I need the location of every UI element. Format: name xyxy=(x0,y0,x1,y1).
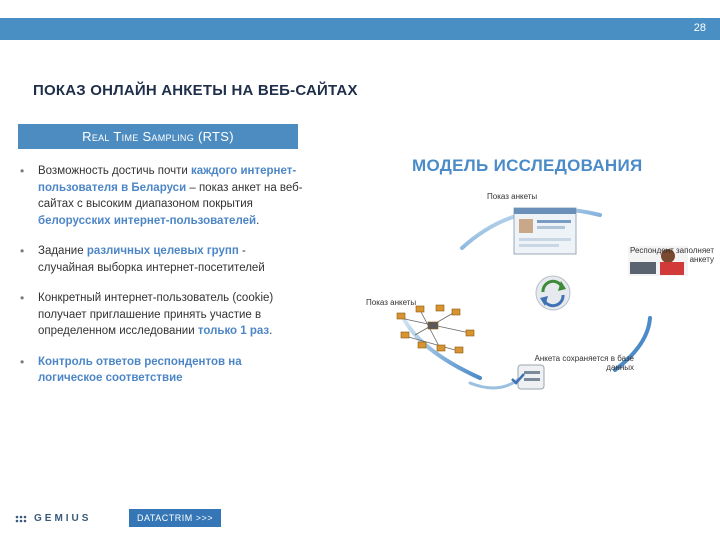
bullet-highlight: различных целевых групп xyxy=(86,245,239,257)
partner-logo: DATACTRIM >>> xyxy=(129,509,221,527)
slide-title: ПОКАЗ ОНЛАЙН АНКЕТЫ НА ВЕБ-САЙТАХ xyxy=(33,82,358,99)
rts-label: Real Time Sampling (RTS) xyxy=(82,129,234,144)
bullet-highlight: белорусских интернет-пользователей xyxy=(38,214,257,227)
bullet-text: . xyxy=(256,214,260,227)
bullet-text: Задание xyxy=(38,245,87,257)
bullet-text: Конкретный интернет-пользователь (cookie) получает приглашение принять участие в определенном исследовании xyxy=(38,292,274,337)
bullet-highlight: каждого интернет-пользователя в Беларуси xyxy=(38,165,297,194)
survey-window-icon xyxy=(514,208,576,254)
bullet-text: . xyxy=(269,325,273,337)
gemius-dots-icon xyxy=(14,514,34,526)
page-number: 28 xyxy=(693,22,706,34)
label-show-survey-top: Показ анкеты xyxy=(487,192,538,201)
model-title: МОДЕЛЬ ИССЛЕДОВАНИЯ xyxy=(412,156,643,175)
label-saved-in-db: Анкета сохраняется в базе данных xyxy=(534,354,634,372)
bullet-text: - случайная выборка интернет-посетителей xyxy=(38,245,265,274)
gemius-logo: GEMIUS xyxy=(34,513,92,524)
bullet-text: Возможность достичь почти xyxy=(38,165,191,177)
refresh-icon xyxy=(536,276,570,310)
bullet-highlight: Контроль ответов респондентов на логическое соответствие xyxy=(38,355,242,384)
label-respondent-fills xyxy=(622,246,714,264)
bullet-highlight: только 1 раз xyxy=(197,325,270,337)
label-show-survey-left: Показ анкеты xyxy=(366,298,417,307)
label-respondent-text: Респондент заполняет анкету xyxy=(629,246,714,264)
bullet-text: – показ анкет на веб-сайтах с высоким диапазоном покрытия xyxy=(38,181,303,210)
